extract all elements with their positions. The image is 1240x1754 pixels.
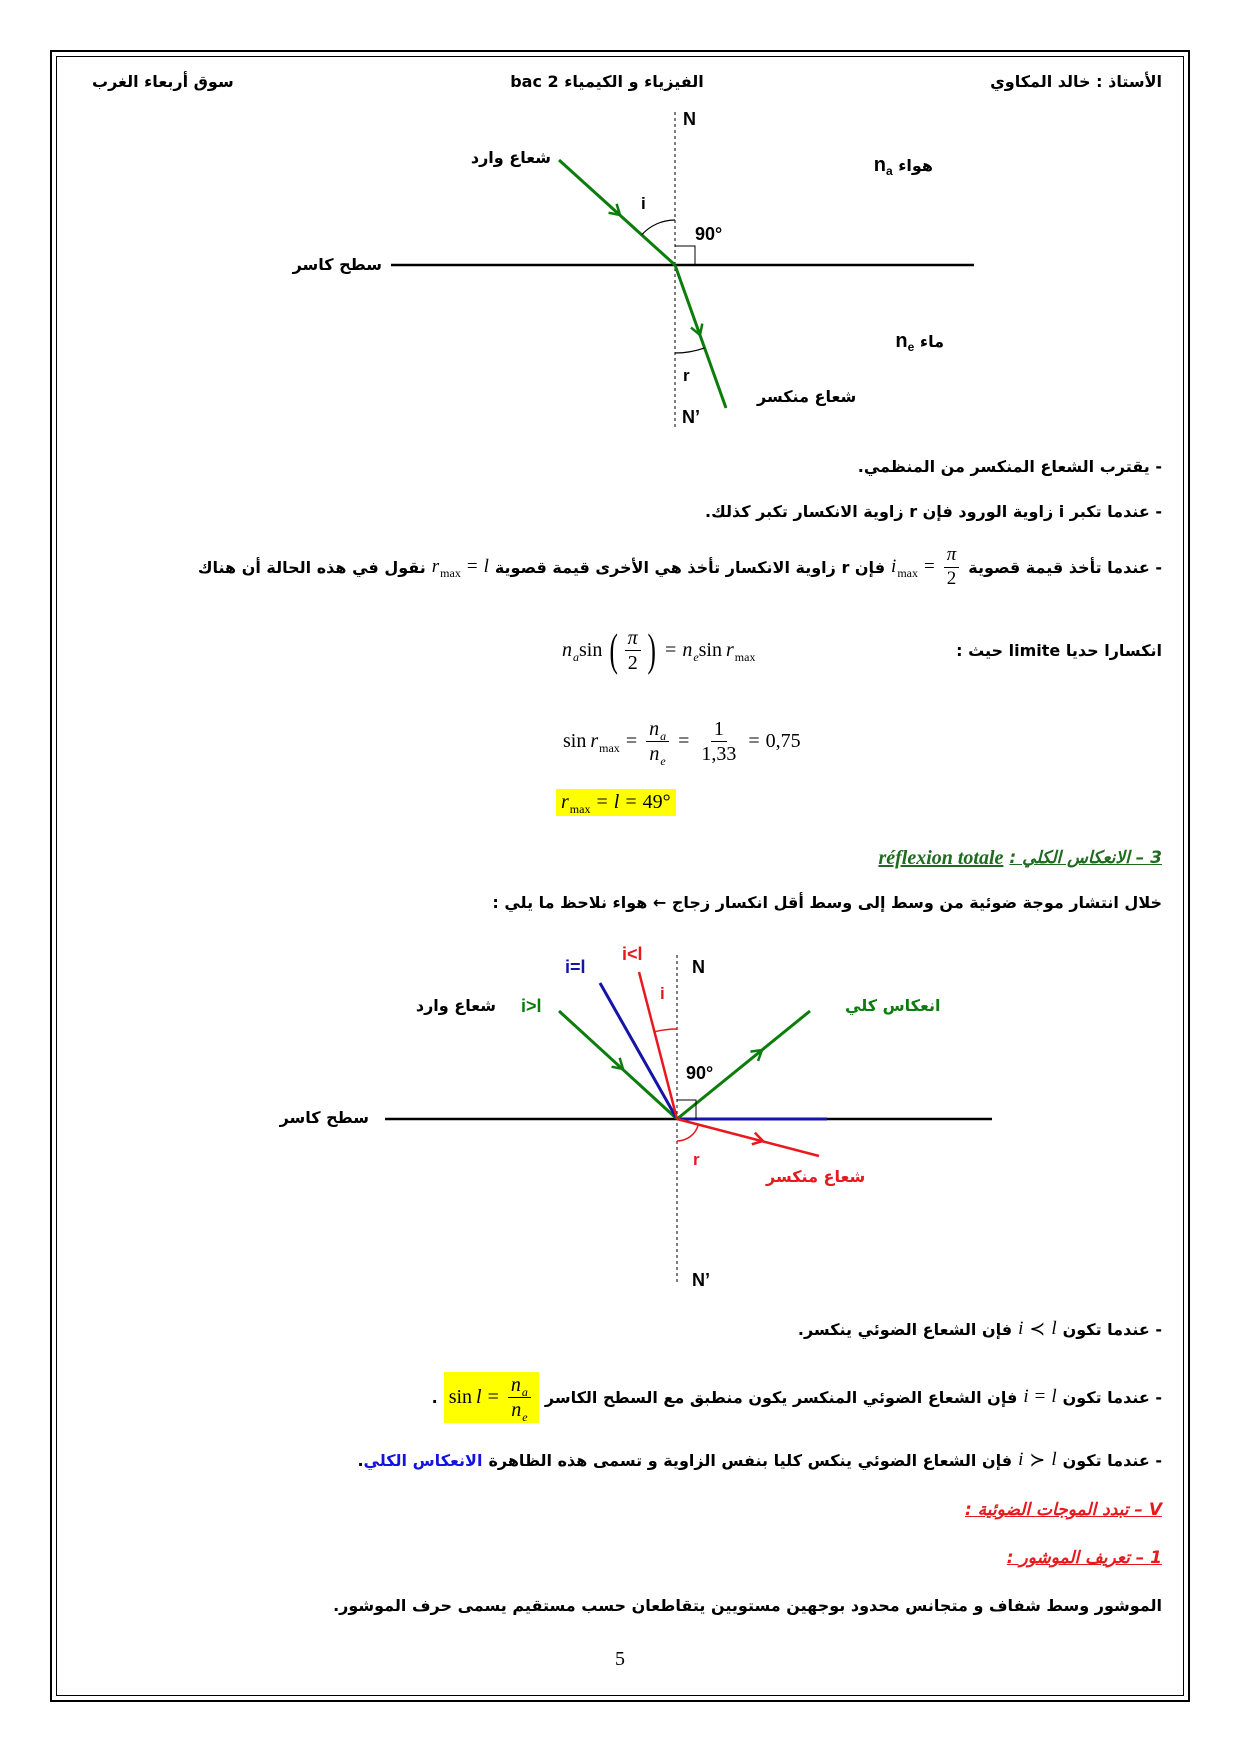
text: نقول في هذه الحالة أن هناك	[197, 557, 426, 577]
text-line-ray-approaches-normal	[70, 454, 1162, 478]
index-n-a	[874, 154, 893, 176]
surface-label: سطح كاسر	[279, 1108, 369, 1127]
math-variable-symbol: r	[725, 638, 734, 661]
math-fraction	[944, 545, 960, 590]
math-subscript: e	[522, 1409, 528, 1424]
text-line-case-greater	[70, 1448, 1162, 1472]
section-heading-dispersion	[70, 1498, 1162, 1522]
text-period: .	[357, 1450, 364, 1470]
medium-water-name: ماء	[919, 332, 944, 351]
total-reflection-label: انعكاس كلي	[845, 996, 941, 1015]
right-angle-label: 90°	[686, 1063, 714, 1083]
text: خلال انتشار موجة ضوئية من وسط إلى وسط أقل انكسار زجاج ← هواء نلاحظ ما يلي :	[492, 892, 1162, 912]
math-denominator	[944, 568, 960, 590]
math-variable-symbol: i	[1023, 1386, 1029, 1407]
math-subscript: max	[897, 566, 918, 580]
math-variable-symbol: π	[627, 626, 638, 649]
math-variable	[561, 791, 590, 814]
math-number: 2	[627, 651, 638, 674]
math-subscript: e	[660, 753, 666, 768]
math-variable	[891, 556, 918, 578]
incident-ray	[559, 160, 675, 265]
text-period: .	[431, 1387, 438, 1407]
math-variable	[1051, 1318, 1056, 1340]
math-operator: ≻	[1029, 1449, 1046, 1471]
index-n-e	[895, 330, 914, 352]
right-angle-marker	[675, 246, 695, 265]
math-operator: =	[487, 1385, 499, 1408]
angle-r-arc	[677, 1125, 698, 1142]
incident-ray-greater	[559, 1011, 677, 1119]
normal-label-bottom: N’	[692, 1270, 710, 1290]
math-fraction	[646, 717, 669, 768]
surface-label: سطح كاسر	[292, 255, 382, 274]
index-n-subscript: e	[907, 340, 915, 354]
heading-arabic: 3 – الانعكاس الكلي :	[1009, 848, 1162, 868]
math-variable-symbol: n	[511, 1398, 522, 1421]
math-fraction	[508, 1373, 531, 1424]
math-variable-symbol: i	[1018, 1449, 1024, 1470]
math-subscript: a	[521, 1384, 528, 1399]
math-variable	[1018, 1449, 1023, 1471]
math-numerator	[711, 718, 727, 742]
formula-i-greater-l	[1018, 1449, 1056, 1472]
formula-limit-condition	[562, 622, 755, 678]
math-number: 1	[713, 717, 724, 740]
incident-ray-equal	[600, 983, 677, 1119]
math-operator: =	[1034, 1386, 1046, 1407]
heading-text: V – تبدد الموجات الضوئية :	[964, 1500, 1162, 1520]
angle-r-label: r	[683, 366, 690, 385]
incident-ray-label: شعاع وارد	[470, 148, 551, 167]
math-denominator	[646, 742, 668, 768]
math-operator: =	[678, 729, 690, 752]
index-n-subscript: a	[885, 164, 893, 178]
formula-i-less-l	[1018, 1318, 1056, 1341]
math-function: sin	[698, 638, 722, 661]
text-line-angle-increase	[70, 499, 1162, 523]
incident-ray-label: شعاع وارد	[415, 996, 496, 1015]
heading-text: 1 – تعريف الموشور :	[1006, 1548, 1162, 1568]
math-variable	[562, 639, 579, 662]
math-operator: =	[924, 556, 935, 577]
angle-i-label: i	[660, 984, 665, 1003]
math-variable	[476, 1386, 482, 1409]
math-numerator	[625, 627, 641, 651]
math-variable-symbol: i	[891, 556, 897, 577]
math-variable-symbol: n	[682, 638, 693, 661]
medium-water-label	[895, 330, 944, 353]
text-line-max-angle	[70, 540, 1162, 594]
text: - عندما تكبر i زاوية الورود فإن r زاوية الانكسار تكبر كذلك.	[705, 501, 1162, 521]
text-line-case-equal	[70, 1370, 1162, 1424]
text: - يقترب الشعاع المنكسر من المنظمي.	[857, 456, 1162, 476]
math-operator: =	[625, 729, 638, 752]
right-angle-label: 90°	[695, 224, 723, 244]
text: فإن الشعاع الضوئي ينكس كليا بنفس الزاوية و تسمى هذه الظاهرة	[488, 1450, 1013, 1470]
angle-r-label: r	[693, 1150, 700, 1169]
math-variable-symbol: i	[1018, 1318, 1024, 1339]
math-variable	[1018, 1318, 1023, 1340]
refracted-ray-label: شعاع منكسر	[766, 1167, 866, 1186]
math-subscript: max	[440, 566, 461, 580]
text: فإن الشعاع الضوئي ينكسر.	[797, 1319, 1013, 1339]
label-i-less-l: i<l	[622, 944, 643, 964]
math-numerator	[508, 1374, 531, 1398]
formula-limit-angle-result	[556, 789, 676, 816]
math-variable	[511, 1398, 528, 1424]
math-subscript: max	[734, 649, 756, 664]
angle-i-arc	[655, 1029, 678, 1032]
math-variable-symbol: l	[1051, 1318, 1057, 1339]
math-subscript: max	[599, 740, 620, 755]
page-number: 5	[615, 1648, 625, 1670]
math-left-paren: (	[609, 624, 619, 675]
header-school: سوق أربعاء الغرب	[92, 72, 234, 91]
math-number: 0,75	[765, 729, 801, 752]
math-function: sin	[448, 1385, 473, 1408]
index-n-symbol: n	[895, 330, 908, 352]
heading-french: réflexion totale	[878, 846, 1004, 869]
math-variable-symbol: n	[562, 638, 572, 661]
math-variable-symbol: r	[561, 791, 569, 813]
math-operator: =	[466, 556, 478, 577]
math-variable-symbol: l	[483, 556, 489, 577]
math-number: 2	[946, 567, 957, 589]
text: فإن r زاوية الانكسار تأخذ هي الأخرى قيمة قصوية	[494, 557, 886, 577]
normal-label-top: N	[683, 109, 696, 129]
math-variable-symbol: l	[613, 791, 620, 813]
math-variable-symbol: n	[649, 742, 660, 765]
math-variable	[649, 742, 666, 768]
math-parenthesized	[606, 624, 659, 675]
math-variable	[590, 730, 619, 753]
text: - عندما تأخذ قيمة قصوية	[968, 557, 1162, 577]
math-operator: =	[596, 791, 608, 813]
math-number: 49°	[642, 791, 671, 813]
math-numerator	[944, 545, 960, 568]
formula-i-equal-l	[1023, 1386, 1056, 1408]
math-variable	[649, 717, 667, 743]
math-variable	[682, 639, 698, 662]
incident-ray-less	[639, 972, 677, 1119]
math-denominator	[625, 651, 641, 674]
term-with-period	[357, 1451, 482, 1470]
math-variable-symbol: l	[1051, 1449, 1057, 1470]
term-total-reflection: الانعكاس الكلي	[363, 1450, 483, 1470]
math-variable-symbol: r	[431, 556, 440, 577]
math-subscript: max	[569, 802, 591, 816]
formula-r-max	[432, 556, 489, 578]
math-operator: =	[665, 638, 677, 661]
math-subscript: e	[693, 649, 699, 664]
math-variable	[614, 791, 620, 814]
math-variable	[1051, 1386, 1056, 1408]
math-denominator	[508, 1398, 530, 1424]
math-variable	[726, 639, 755, 662]
medium-air-name: هواء	[898, 156, 933, 175]
math-variable-symbol: n	[649, 717, 660, 740]
refraction-diagram	[0, 105, 1240, 445]
text-line-prism-definition	[70, 1593, 1162, 1617]
math-variable	[1051, 1449, 1056, 1471]
math-operator: =	[625, 791, 637, 813]
angle-r-arc	[675, 348, 705, 353]
subsection-heading-prism	[70, 1546, 1162, 1570]
refracted-ray-label: شعاع منكسر	[757, 387, 857, 406]
text: - عندما تكون	[1062, 1450, 1162, 1470]
math-function: sin	[579, 638, 603, 661]
text: - عندما تكون	[1062, 1319, 1162, 1339]
label-i-greater-l: i>l	[521, 996, 542, 1016]
math-variable	[1023, 1386, 1028, 1408]
math-operator: =	[748, 729, 760, 752]
formula-sin-limit-angle	[444, 1372, 539, 1423]
text: الموشور وسط شفاف و متجانس محدود بوجهين مستويين يتقاطعان حسب مستقيم يسمى حرف الموشور.	[333, 1595, 1162, 1615]
math-variable	[510, 1373, 528, 1399]
total-reflection-diagram	[0, 945, 1240, 1295]
math-numerator	[646, 718, 669, 742]
math-fraction	[625, 627, 641, 674]
section-heading-total-reflection	[70, 846, 1162, 870]
text: انكسارا حديا limite حيث :	[956, 640, 1162, 660]
formula-sin-r-max	[563, 713, 801, 769]
math-variable-symbol: n	[510, 1373, 521, 1396]
math-denominator	[698, 742, 739, 765]
math-variable-symbol: r	[590, 729, 599, 752]
normal-label-top: N	[692, 957, 705, 977]
math-variable-symbol: l	[476, 1385, 482, 1408]
normal-label-bottom: N’	[682, 407, 700, 427]
math-subscript: a	[660, 728, 667, 743]
math-subscript: a	[573, 649, 579, 664]
text: - عندما تكون	[1062, 1387, 1162, 1407]
formula-i-max	[891, 545, 962, 590]
math-fraction	[698, 718, 739, 765]
text-line-case-less	[70, 1317, 1162, 1341]
math-right-paren: )	[647, 624, 656, 675]
angle-i-arc	[642, 220, 675, 235]
angle-i-label: i	[641, 194, 646, 213]
math-variable	[947, 545, 957, 566]
header-subject: الفيزياء و الكيمياء 2 bac	[510, 72, 704, 91]
math-number: 1,33	[701, 742, 737, 765]
text-line-intro-glass-air	[70, 890, 1162, 914]
math-operator: ≺	[1029, 1318, 1046, 1340]
math-function: sin	[563, 729, 587, 752]
header-teacher: الأستاذ : خالد المكاوي	[990, 72, 1162, 91]
math-variable	[432, 556, 461, 578]
medium-air-label	[874, 154, 933, 177]
label-i-equal-l: i=l	[565, 957, 586, 977]
text: فإن الشعاع الضوئي المنكسر يكون منطبق مع السطح الكاسر	[544, 1387, 1018, 1407]
math-variable-symbol: π	[946, 543, 957, 565]
index-n-symbol: n	[873, 154, 886, 176]
math-variable-symbol: l	[1051, 1386, 1057, 1407]
math-variable	[484, 556, 489, 578]
math-variable	[628, 627, 638, 649]
